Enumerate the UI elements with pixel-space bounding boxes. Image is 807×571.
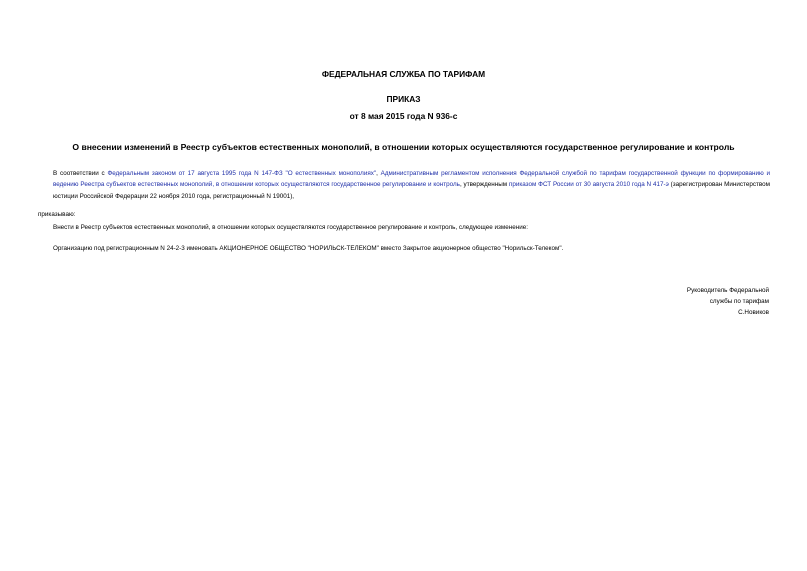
preamble-paragraph xyxy=(53,168,770,202)
signature-position-line-2: службы по тарифам xyxy=(709,298,769,306)
order-item-1: Внести в Реестр субъектов естественных монополий, в отношении которых осуществляются государственное регулирование и контроль, следующее изменение: xyxy=(53,224,528,231)
ordered-label: приказываю: xyxy=(38,211,76,218)
preamble-text-3: , утвержденным xyxy=(459,181,509,189)
order-item-2: Организацию под регистрационным N 24-2-3 именовать АКЦИОНЕРНОЕ ОБЩЕСТВО "НОРИЛЬСК-ТЕЛЕКОМ" вместо Закрытое акционерное общество "Норильск-Телеком". xyxy=(53,245,564,252)
preamble-text-2: , xyxy=(376,170,381,177)
signature-position-line-1: Руководитель Федеральной xyxy=(686,287,769,294)
document-type: ПРИКАЗ xyxy=(386,94,421,104)
fst-order-link[interactable]: приказом ФСТ России от 30 августа 2010 года N 417-э xyxy=(508,181,669,189)
order-subject: О внесении изменений в Реестр субъектов естественных монополий, в отношении которых осуществляются государственное регулирование и контроль xyxy=(72,142,735,152)
signature-block xyxy=(687,285,769,319)
signatory-name: С.Новиков xyxy=(738,309,769,317)
preamble-text-1: В соответствии с xyxy=(53,170,108,177)
federal-law-link[interactable]: Федеральным законом от 17 августа 1995 года N 147-ФЗ "О естественных монополиях" xyxy=(107,170,377,177)
agency-title: ФЕДЕРАЛЬНАЯ СЛУЖБА ПО ТАРИФАМ xyxy=(321,69,486,79)
preamble-text-4: (зарегистрирован Министерством юстиции Российской Федерации 22 ноября 2010 года, регистрационный N 19001), xyxy=(53,181,770,200)
order-date-number: от 8 мая 2015 года N 936-с xyxy=(349,111,458,121)
admin-regulation-link[interactable]: Административным регламентом исполнения Федеральной службой по тарифам государственной функции по формированию и ведению Реестра субъектов естественных монополий, в отношении которых осуществляются государственное регулирование и контроль xyxy=(53,170,770,189)
